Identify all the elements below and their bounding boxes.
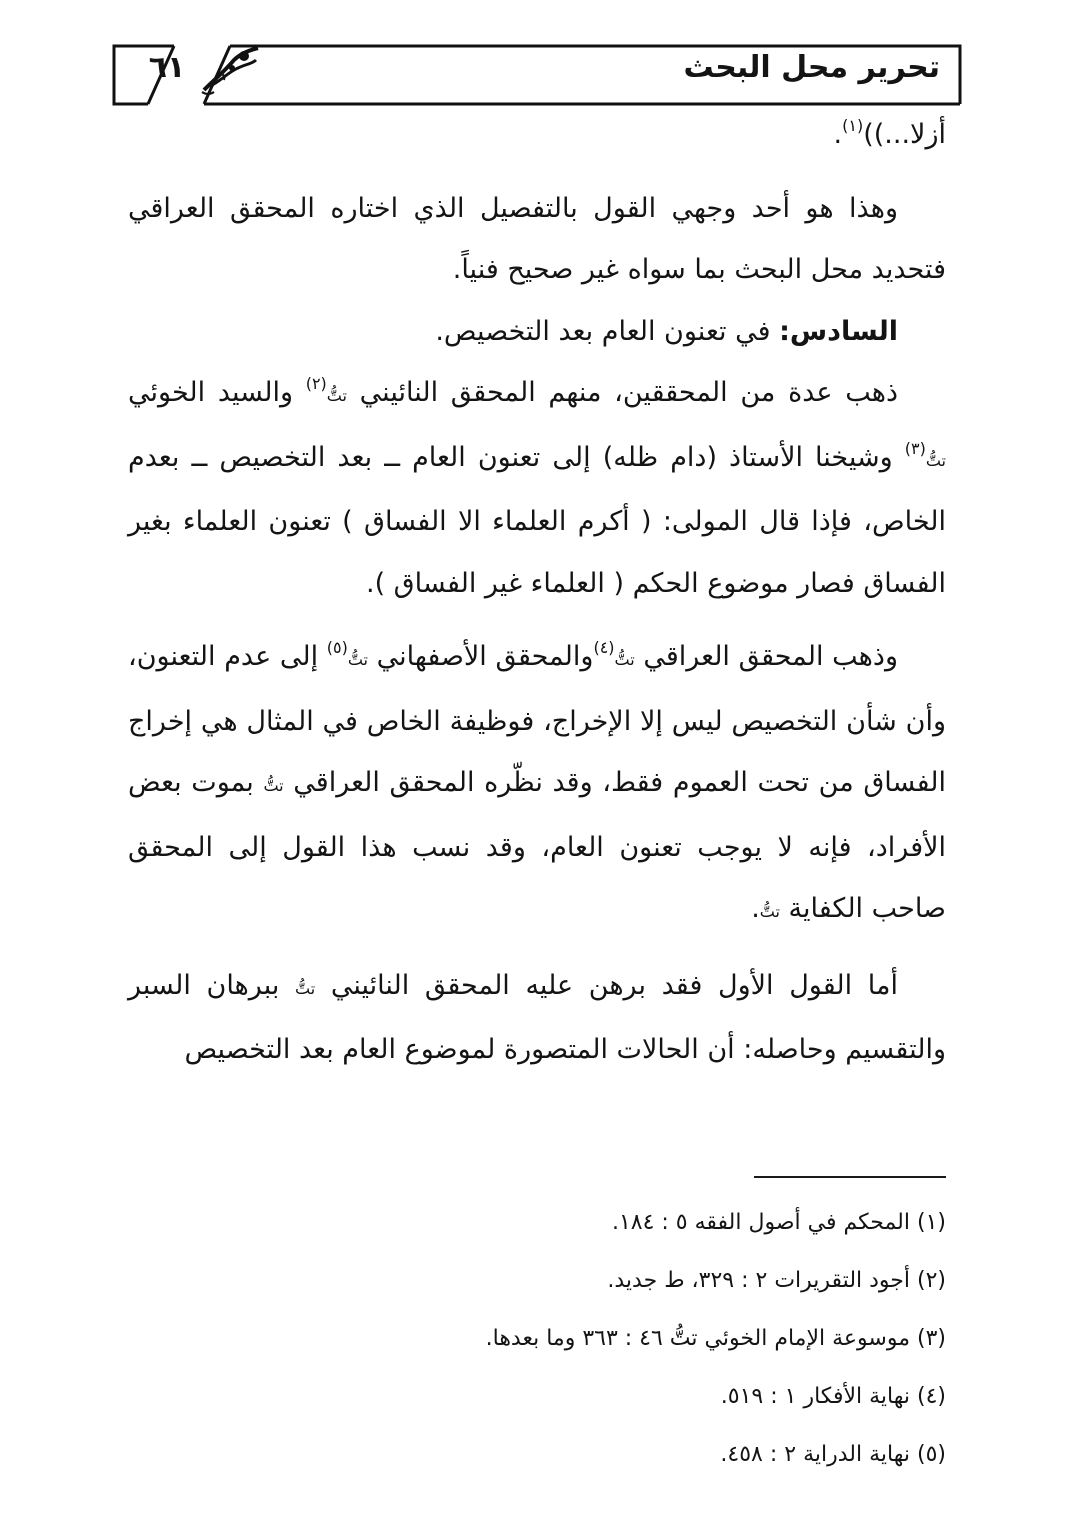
text-run: وذهب المحقق العراقي bbox=[634, 641, 898, 672]
footnote-ref-4: (٤) bbox=[593, 638, 615, 657]
section-label: السادس: bbox=[779, 315, 898, 347]
honorific-symbol: تتُّ bbox=[759, 902, 780, 921]
quote-end-period: . bbox=[833, 119, 843, 150]
honorific-symbol: تتُّ bbox=[295, 978, 316, 998]
paragraph-tafsil: وهذا هو أحد وجهي القول بالتفصيل الذي اختاره المحقق العراقي فتحديد محل البحث بما سواه غير صحيح فنياً. bbox=[128, 192, 946, 285]
paragraph-sixth-heading bbox=[128, 301, 946, 363]
footnote-3: (٣) موسوعة الإمام الخوئي تتُّ ٤٦ : ٣٦٣ وما بعدها. bbox=[485, 1326, 946, 1351]
footnote-divider bbox=[754, 1176, 946, 1178]
footnote-4: (٤) نهاية الأفكار ١ : ٥١٩. bbox=[720, 1384, 946, 1409]
text-run: وشيخنا الأستاذ (دام ظله) إلى تعنون العام ــ بعد التخصيص ــ بعدم الخاص، فإذا قال المولى: ( أكرم العلماء الا الفساق ) تعنون العلماء بغير الفساق فصار موضوع الحكم ( العلماء غير الفساق ). bbox=[128, 441, 946, 599]
paragraph-second-opinion bbox=[128, 626, 946, 943]
running-header bbox=[112, 40, 962, 110]
text-run: ذهب عدة من المحققين، منهم المحقق النائيني bbox=[346, 377, 898, 408]
paragraph-proof bbox=[128, 955, 946, 1081]
text-run: ببرهان السبر والتقسيم وحاصله: أن الحالات المتصورة لموضوع العام بعد التخصيص bbox=[128, 969, 946, 1065]
footnotes-section bbox=[128, 1194, 946, 1484]
section-heading-text: في تعنون العام بعد التخصيص. bbox=[435, 315, 780, 347]
honorific-symbol: تتُّ bbox=[614, 650, 635, 669]
footnote-1: (١) المحكم في أصول الفقه ٥ : ١٨٤. bbox=[611, 1210, 946, 1235]
honorific-symbol: تتُّ bbox=[347, 650, 368, 669]
paragraph-first-opinion bbox=[128, 362, 946, 614]
text-run: أما القول الأول فقد برهن عليه المحقق النائيني bbox=[315, 969, 898, 1001]
footnote-2: (٢) أجود التقريرات ٢ : ٣٢٩، ط جديد. bbox=[607, 1268, 946, 1293]
footnote-ref-5: (٥) bbox=[326, 638, 348, 657]
footnote-ref-1: (١) bbox=[842, 116, 864, 135]
text-run: إلى عدم التعنون، وأن شأن التخصيص ليس إلا الإخراج، فوظيفة الخاص في المثال هي إخراج الفساق من تحت العموم فقط، وقد نظّره المحقق العراقي bbox=[128, 641, 946, 798]
footnote-ref-2: (٢) bbox=[305, 374, 327, 393]
honorific-symbol: تتُّ bbox=[263, 776, 284, 795]
honorific-symbol: تتُّ bbox=[326, 386, 347, 405]
main-text bbox=[128, 104, 946, 1081]
calligraphy-ornament-icon bbox=[194, 42, 264, 98]
text-run: والسيد الخوئي bbox=[128, 377, 306, 408]
footnote-5: (٥) نهاية الدراية ٢ : ٤٥٨. bbox=[720, 1442, 946, 1467]
honorific-symbol: تتُّ bbox=[925, 450, 946, 470]
paragraph-quote-end bbox=[128, 104, 946, 166]
page-header-title: تحرير محل البحث bbox=[683, 50, 940, 85]
page-number: ٦١ bbox=[148, 50, 186, 85]
text-run: والمحقق الأصفهاني bbox=[367, 641, 594, 672]
footnote-ref-3: (٣) bbox=[904, 438, 926, 458]
quote-end-text: أزلا...)) bbox=[863, 119, 946, 150]
text-run: بموت بعض الأفراد، فإنه لا يوجب تعنون العام، وقد نسب هذا القول إلى المحقق صاحب الكفاية bbox=[128, 767, 946, 924]
text-run: . bbox=[751, 893, 760, 924]
